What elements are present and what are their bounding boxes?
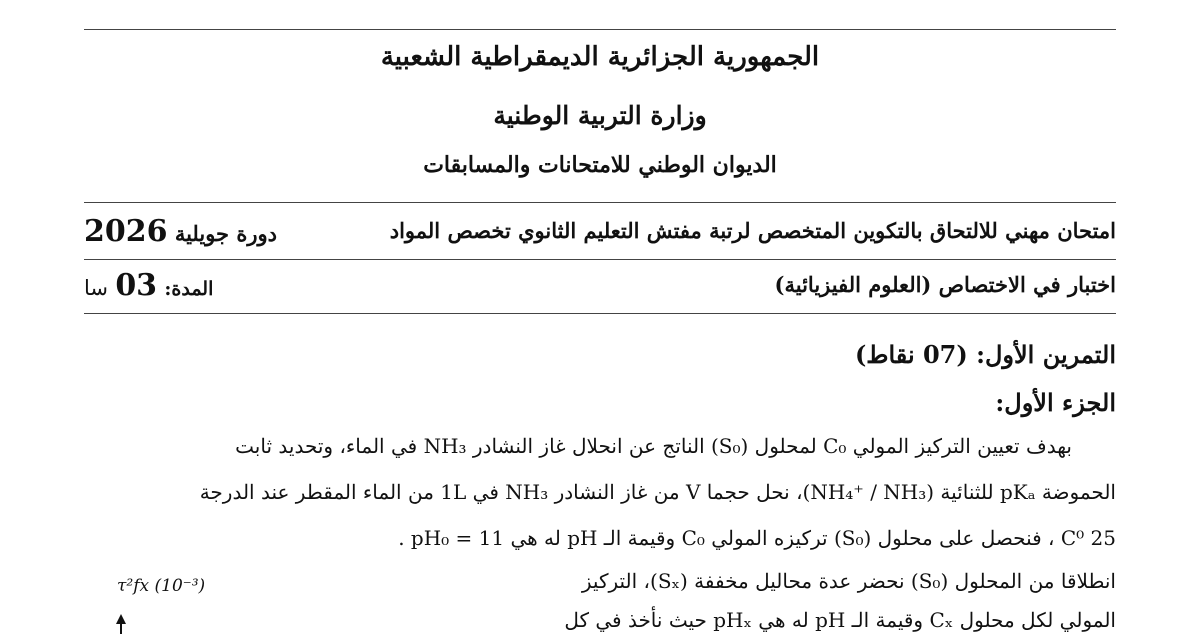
duration-info bbox=[84, 268, 213, 303]
graph-y-label: τ²fx (10⁻³) bbox=[117, 576, 206, 596]
test-info-row bbox=[84, 268, 1116, 308]
ministry-name: وزارة التربية الوطنية bbox=[493, 101, 707, 130]
header-divider bbox=[84, 202, 1116, 203]
y-axis-line bbox=[120, 622, 122, 634]
session-info bbox=[84, 214, 277, 249]
part-title: الجزء الأول: bbox=[995, 388, 1116, 417]
duration-label: المدة: bbox=[164, 278, 214, 300]
duration-unit: سا bbox=[84, 276, 108, 300]
paragraph-line-4: انطلاقا من المحلول (S₀) نحضر عدة محاليل مخففة (Sₓ)، التركيز bbox=[581, 569, 1116, 593]
graph-stub bbox=[105, 574, 325, 630]
exam-info-row bbox=[84, 214, 1116, 254]
exercise-title: التمرين الأول: (07 نقاط) bbox=[854, 340, 1116, 369]
session-label: دورة جويلية bbox=[174, 221, 277, 246]
duration-value: 03 bbox=[115, 268, 158, 303]
paragraph-line-5: المولي لكل محلول Cₓ وقيمة الـ pH له هي pHₓ حيث نأخذ في كل bbox=[564, 608, 1116, 632]
republic-name: الجمهورية الجزائرية الديمقراطية الشعبية bbox=[380, 42, 820, 72]
paragraph-line-3: 25 C⁰ ، فنحصل على محلول (S₀) تركيزه المولي C₀ وقيمة الـ pH له هي pH₀ = 11 . bbox=[398, 526, 1116, 550]
office-name: الديوان الوطني للامتحانات والمسابقات bbox=[423, 152, 777, 178]
top-rule bbox=[84, 29, 1116, 30]
paragraph-line-1: بهدف تعيين التركيز المولي C₀ لمحلول (S₀) الناتج عن انحلال غاز النشادر NH₃ في الماء، وتحديد ثابت bbox=[235, 434, 1072, 458]
exam-title: امتحان مهني للالتحاق بالتكوين المتخصص لرتبة مفتش التعليم الثانوي تخصص المواد bbox=[389, 218, 1116, 243]
exam-divider bbox=[84, 259, 1116, 260]
info-divider bbox=[84, 313, 1116, 314]
session-year: 2026 bbox=[84, 214, 168, 249]
test-subject: اختبار في الاختصاص (العلوم الفيزيائية) bbox=[774, 272, 1116, 297]
paragraph-line-2: الحموضة pKₐ للثنائية (NH₄⁺ / NH₃)، نحل حجما V من غاز النشادر NH₃ في 1L من الماء المقطر عند الدرجة bbox=[199, 480, 1116, 504]
